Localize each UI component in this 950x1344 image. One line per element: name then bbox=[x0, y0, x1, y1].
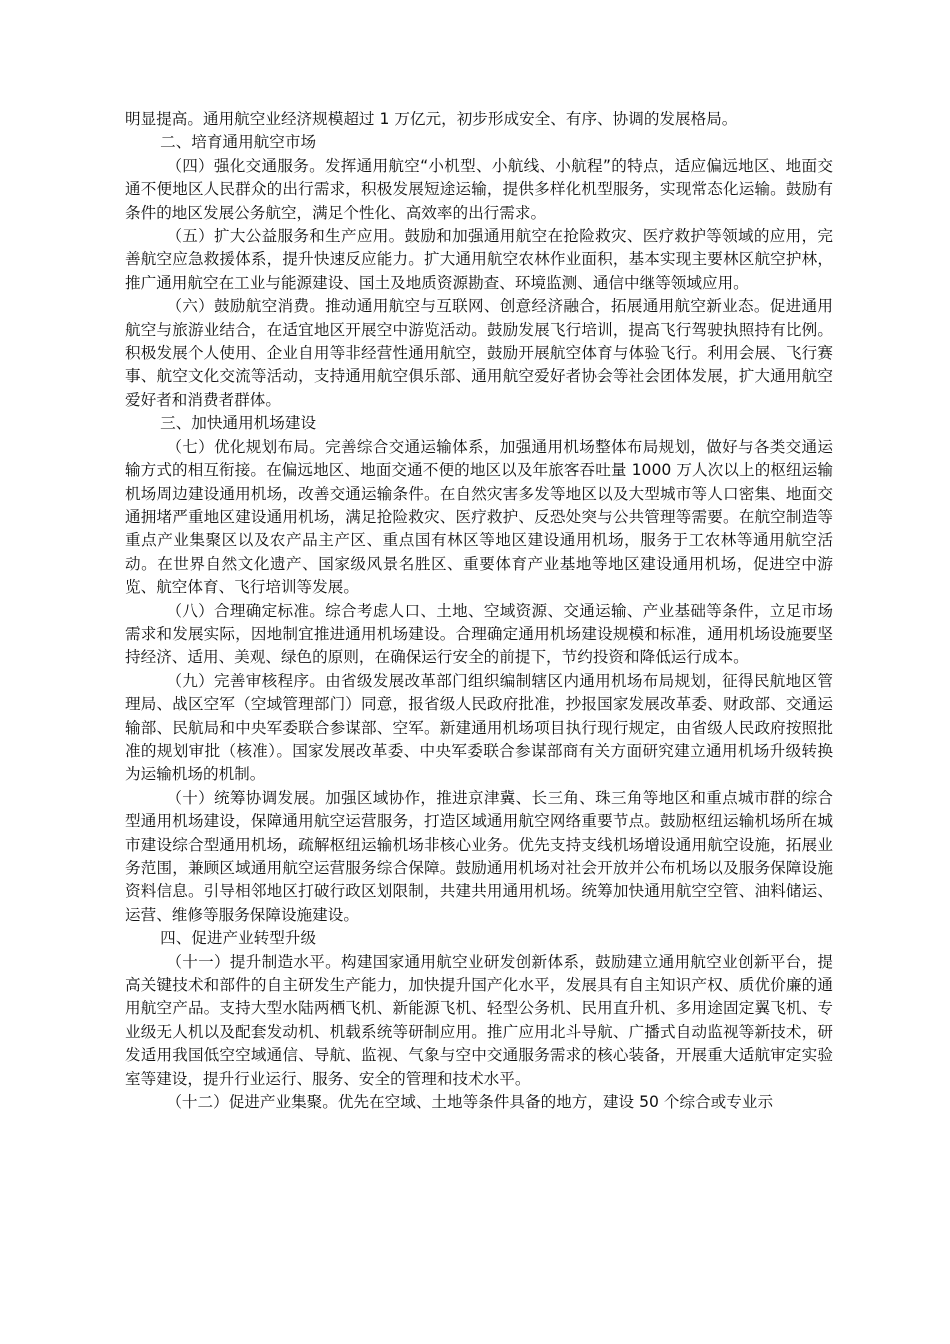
paragraph-item-10: （十）统筹协调发展。加强区域协作，推进京津冀、长三角、珠三角等地区和重点城市群的综合型通用机场建设，保障通用航空运营服务，打造区域通用航空网络重要节点。鼓励枢纽运输机场所在城市建设综合型通用机场，疏解枢纽运输机场非核心业务。优先支持支线机场增设通用航空设施，拓展业务范围，兼顾区域通用航空运营服务综合保障。鼓励通用机场对社会开放并公布机场以及服务保障设施资料信息。引导相邻地区打破行政区划限制，共建共用通用机场。统筹加快通用航空空管、油料储运、运营、维修等服务保障设施建设。 bbox=[125, 788, 833, 924]
paragraph-item-5: （五）扩大公益服务和生产应用。鼓励和加强通用航空在抢险救灾、医疗救护等领域的应用，完善航空应急救援体系，提升快速反应能力。扩大通用航空农林作业面积，基本实现主要林区航空护林，推广通用航空在工业与能源建设、国土及地质资源勘查、环境监测、通信中继等领域应用。 bbox=[125, 227, 833, 292]
paragraph-item-12: （十二）促进产业集聚。优先在空域、土地等条件具备的地方，建设 50 个综合或专业示 bbox=[166, 1093, 774, 1112]
paragraph-item-11: （十一）提升制造水平。构建国家通用航空业研发创新体系，鼓励建立通用航空业创新平台，提高关键技术和部件的自主研发生产能力，加快提升国产化水平，发展具有自主知识产权、质优价廉的通用航空产品。支持大型水陆两栖飞机、新能源飞机、轻型公务机、民用直升机、多用途固定翼飞机、专业级无人机以及配套发动机、机载系统等研制应用。推广应用北斗导航、广播式自动监视等新技术，研发适用我国低空空域通信、导航、监视、气象与空中交通服务需求的核心装备，开展重大适航审定实验室等建设，提升行业运行、服务、安全的管理和技术水平。 bbox=[125, 952, 833, 1088]
paragraph-item-9: （九）完善审核程序。由省级发展改革部门组织编制辖区内通用机场布局规划，征得民航地区管理局、战区空军（空域管理部门）同意，报省级人民政府批准，抄报国家发展改革委、财政部、交通运输部、民航局和中央军委联合参谋部、空军。新建通用机场项目执行现行规定，由省级人民政府按照批准的规划审批（核准）。国家发展改革委、中央军委联合参谋部商有关方面研究建立通用机场升级转换为运输机场的机制。 bbox=[125, 671, 833, 784]
paragraph-item-6: （六）鼓励航空消费。推动通用航空与互联网、创意经济融合，拓展通用航空新业态。促进通用航空与旅游业结合，在适宜地区开展空中游览活动。鼓励发展飞行培训，提高飞行驾驶执照持有比例。积极发展个人使用、企业自用等非经营性通用航空，鼓励开展航空体育与体验飞行。利用会展、飞行赛事、航空文化交流等活动，支持通用航空俱乐部、通用航空爱好者协会等社会团体发展，扩大通用航空爱好者和消费者群体。 bbox=[125, 297, 833, 409]
continuation-paragraph: 明显提高。通用航空业经济规模超过 1 万亿元，初步形成安全、有序、协调的发展格局。 bbox=[125, 110, 738, 128]
paragraph-item-4: （四）强化交通服务。发挥通用航空“小机型、小航线、小航程”的特点，适应偏远地区、地面交通不便地区人民群众的出行需求，积极发展短途运输，提供多样化机型服务，实现常态化运输。鼓励有条件的地区发展公务航空，满足个性化、高效率的出行需求。 bbox=[125, 156, 833, 222]
paragraph-item-8: （八）合理确定标准。综合考虑人口、土地、空域资源、交通运输、产业基础等条件，立足市场需求和发展实际，因地制宜推进通用机场建设。合理确定通用机场建设规模和标准，通用机场设施要坚持经济、适用、美观、绿色的原则，在确保运行安全的前提下，节约投资和降低运行成本。 bbox=[125, 601, 833, 667]
document-page bbox=[125, 108, 833, 1114]
section-heading-3: 三、加快通用机场建设 bbox=[160, 414, 317, 433]
paragraph-item-7: （七）优化规划布局。完善综合交通运输体系，加强通用机场整体布局规划，做好与各类交通运输方式的相互衔接。在偏远地区、地面交通不便的地区以及年旅客吞吐量 1000 万人次以上的枢纽运输机场周边建设通用机场，改善交通运输条件。在自然灾害多发等地区以及大型城市等人口密集、地面交通拥堵严重地区建设通用机场，满足抢险救灾、医疗救护、反恐处突与公共管理等需要。在航空制造等重点产业集聚区以及农产品主产区、重点国有林区等地区建设通用机场，服务于工农林等通用航空活动。在世界自然文化遗产、国家级风景名胜区、重要体育产业基地等地区建设通用机场，促进空中游览、航空体育、飞行培训等发展。 bbox=[125, 437, 833, 597]
section-heading-2: 二、培育通用航空市场 bbox=[160, 133, 317, 152]
section-heading-4: 四、促进产业转型升级 bbox=[160, 929, 317, 948]
